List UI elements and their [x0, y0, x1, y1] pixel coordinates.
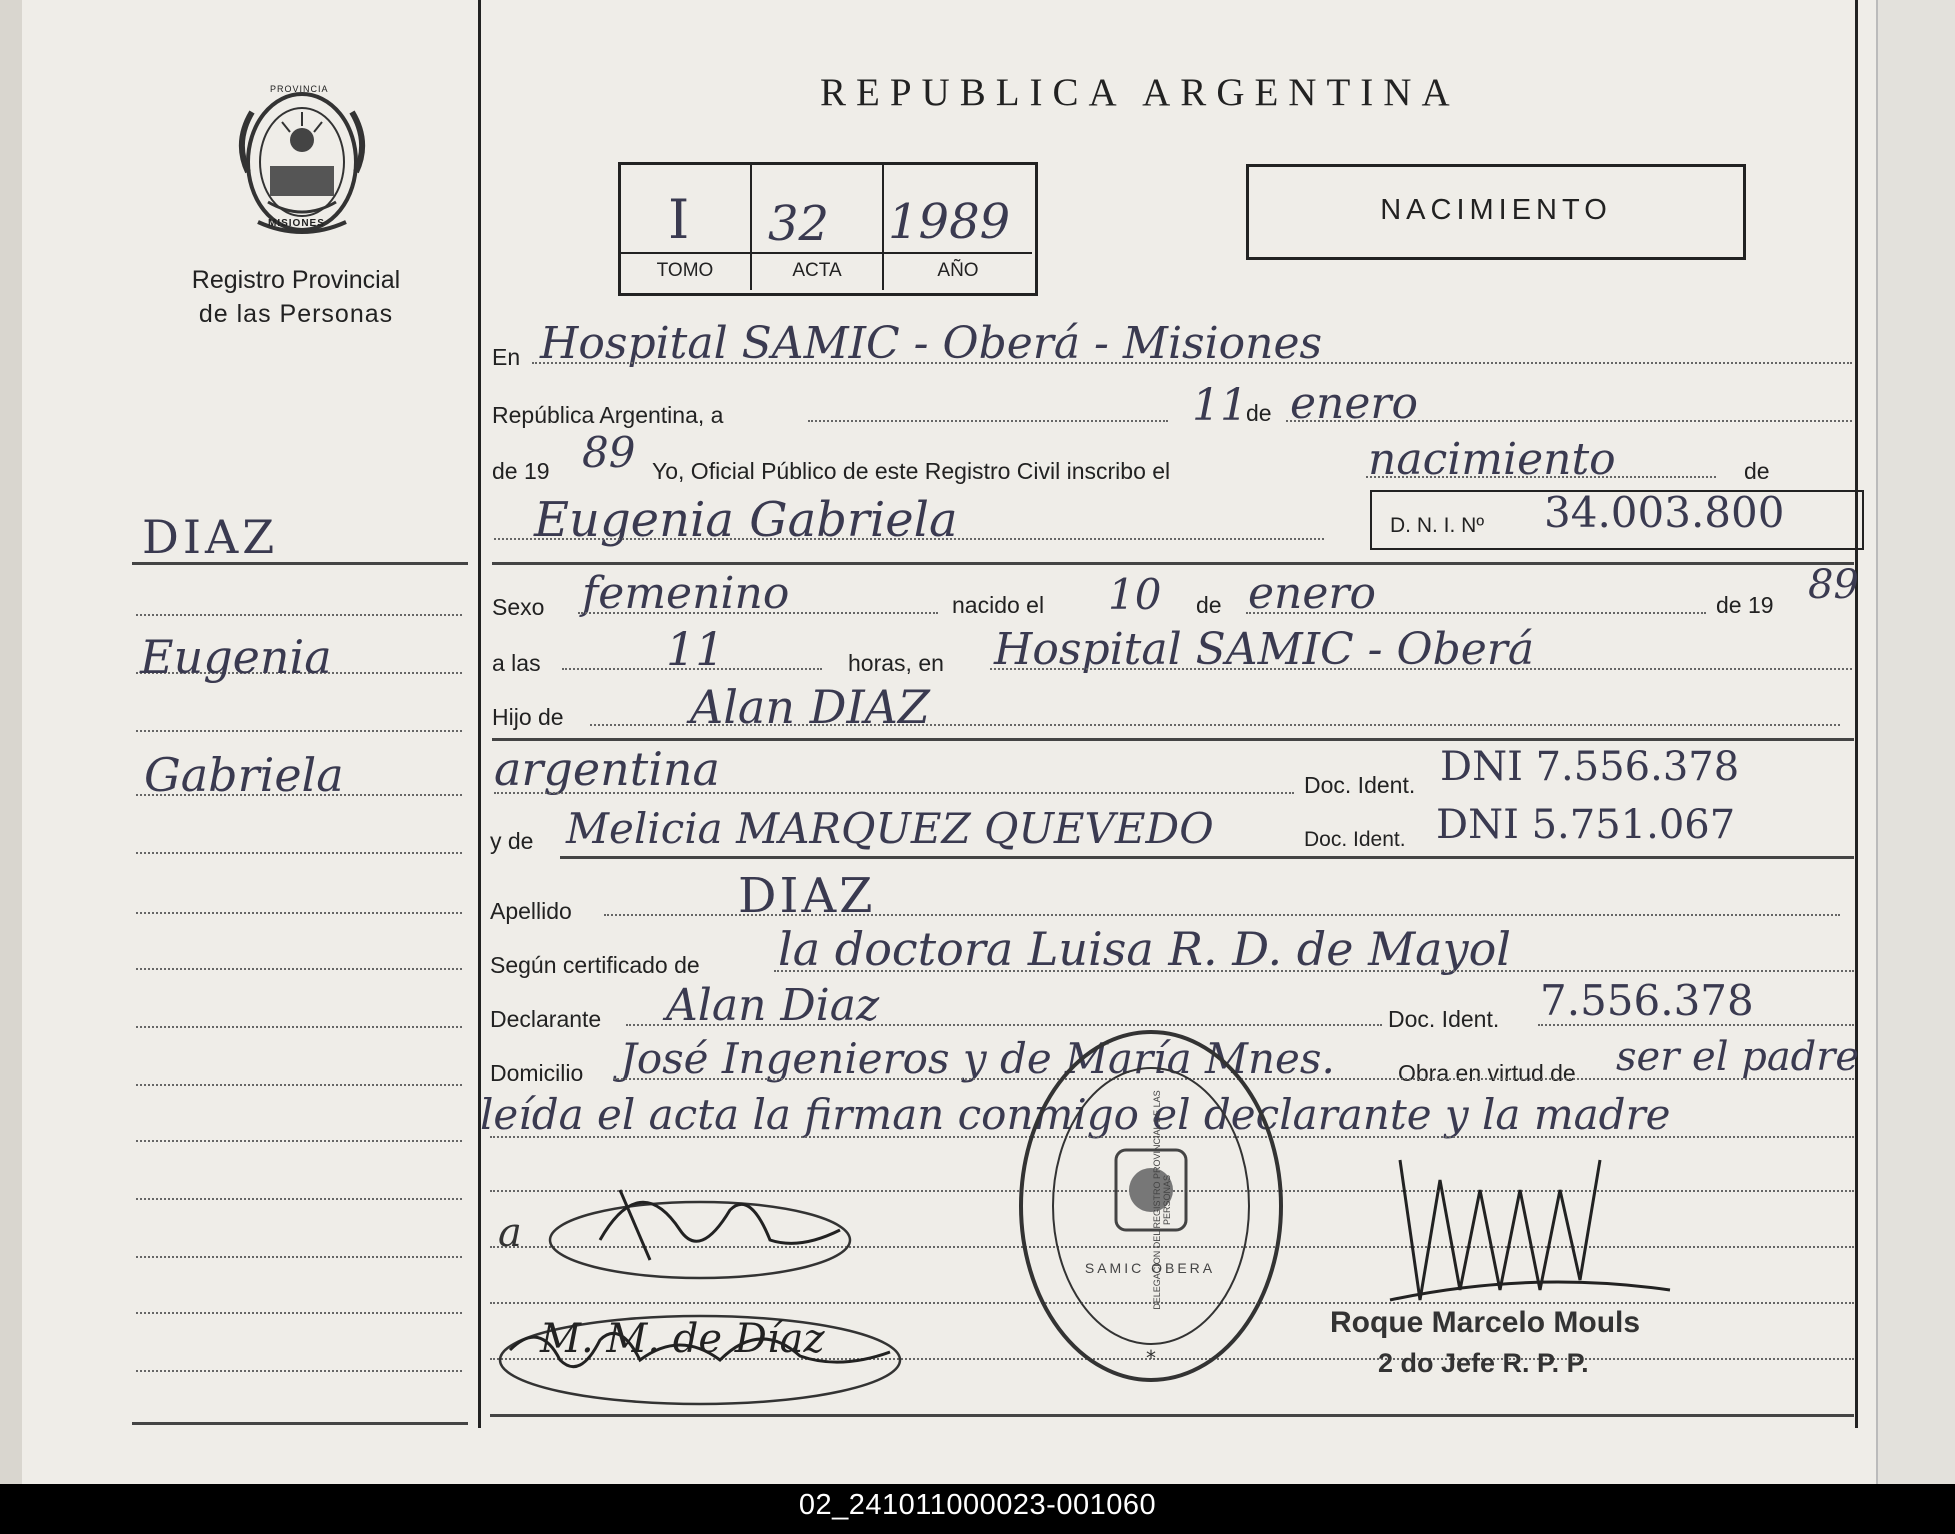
left-rule	[136, 852, 462, 854]
image-caption: 02_241011000023-001060	[798, 1489, 1157, 1521]
lugar-underline	[990, 668, 1852, 670]
nac-underline	[494, 792, 1294, 794]
sexo-value: femenino	[582, 568, 790, 619]
sexo-label: Sexo	[492, 594, 545, 620]
anio-value: 89	[582, 428, 636, 477]
declarante-value: Alan Diaz	[666, 980, 880, 1031]
svg-text:a: a	[498, 1210, 522, 1256]
official-signature-icon	[1380, 1150, 1680, 1330]
nombre-underline	[494, 538, 1324, 540]
tomo-label: TOMO	[656, 260, 714, 281]
republica-label: República Argentina, a	[492, 402, 724, 428]
madre-value: Melicia MARQUEZ QUEVEDO	[566, 804, 1214, 853]
left-second-name: Gabriela	[144, 748, 344, 802]
section-rule	[492, 738, 1854, 741]
left-rule	[136, 912, 462, 914]
lugar-value: Hospital SAMIC - Oberá	[994, 624, 1535, 675]
apellido-value: DIAZ	[738, 868, 876, 924]
official-name: Roque Marcelo Mouls	[1330, 1306, 1641, 1339]
stamp-text: DELEGACION DEL REGISTRO PROVINCIAL DE LAS PERSONAS	[1152, 1090, 1172, 1310]
left-first-name: Eugenia	[140, 630, 332, 684]
row3-underline	[1366, 476, 1716, 478]
alas-underline	[562, 668, 822, 670]
page-title: REPUBLICA ARGENTINA	[820, 71, 1460, 114]
official-title: 2 do Jefe R. P. P.	[1378, 1348, 1589, 1378]
column-divider	[478, 0, 481, 1428]
de-label: de	[1246, 400, 1272, 426]
left-rule	[136, 1256, 462, 1258]
obra-label: Obra en virtud de	[1398, 1060, 1576, 1086]
apellido-underline	[604, 914, 1840, 916]
seal-bottom-text: MISIONES	[268, 218, 325, 229]
domicilio-value: José Ingenieros y de María Mnes.	[620, 1034, 1335, 1083]
left-rule	[136, 968, 462, 970]
left-rule	[136, 1198, 462, 1200]
segun-value: la doctora Luisa R. D. de Mayol	[778, 922, 1511, 976]
left-rule	[136, 1370, 462, 1372]
nacido-label: nacido el	[952, 592, 1045, 618]
nacido-dia: 10	[1108, 570, 1162, 619]
section-rule	[560, 856, 1854, 859]
left-rule	[132, 1422, 468, 1425]
padre-doc-value: DNI 7.556.378	[1440, 744, 1740, 790]
yo-label: Yo, Oficial Público de este Registro Civil inscribo el	[652, 458, 1171, 484]
seal-top-text: PROVINCIA	[270, 84, 329, 94]
republica-underline	[808, 420, 1168, 422]
hijo-underline	[590, 724, 1840, 726]
dia-value: 11	[1192, 380, 1248, 431]
record-box-baseline	[620, 252, 1032, 254]
section-rule	[492, 562, 1854, 565]
horas-en-label: horas, en	[848, 650, 944, 676]
left-rule	[136, 1312, 462, 1314]
declarante-doc-underline	[1538, 1024, 1854, 1026]
padre-nacionalidad: argentina	[494, 742, 720, 796]
registry-name-line2: de las Personas	[198, 300, 394, 328]
left-rule	[136, 730, 462, 732]
padre-docident-label: Doc. Ident.	[1304, 772, 1416, 798]
en-value: Hospital SAMIC - Oberá - Misiones	[540, 318, 1323, 369]
madre-docident-label: Doc. Ident.	[1304, 828, 1406, 851]
de-label-2: de	[1744, 458, 1770, 484]
nacido-anio: 89	[1808, 562, 1859, 608]
leida-value: leída el acta la firman conmigo el declarante y la madre	[480, 1090, 1671, 1139]
declarante-label: Declarante	[490, 1006, 602, 1032]
acta-value: 32	[768, 196, 830, 252]
province-seal-icon	[228, 82, 376, 240]
declarante-doc-value: 7.556.378	[1540, 976, 1754, 1025]
domicilio-label: Domicilio	[490, 1060, 584, 1086]
left-rule	[136, 1084, 462, 1086]
nacido-de-label: de	[1196, 592, 1222, 618]
ano-label: AÑO	[937, 260, 979, 281]
tomo-value: I	[668, 188, 690, 251]
mes-underline	[1286, 420, 1852, 422]
left-rule	[136, 1026, 462, 1028]
nacido-underline	[1246, 612, 1706, 614]
page-left-edge	[0, 0, 22, 1484]
segun-label: Según certificado de	[490, 952, 700, 978]
page-right-edge	[1876, 0, 1955, 1484]
nombre-value: Eugenia Gabriela	[534, 492, 958, 548]
horas-value: 11	[666, 622, 725, 676]
nacido-de19-label: de 19	[1716, 592, 1774, 618]
record-type-label: NACIMIENTO	[1380, 194, 1612, 226]
segun-underline	[774, 970, 1854, 972]
dni-label: D. N. I. Nº	[1390, 514, 1485, 537]
stamp-inner-text: SAMIC OBERA	[1084, 1260, 1216, 1276]
declarante-docident-label: Doc. Ident.	[1388, 1006, 1500, 1032]
official-stamp-icon	[1008, 1020, 1294, 1392]
de19-label: de 19	[492, 458, 550, 484]
left-surname: DIAZ	[142, 510, 279, 564]
padre-value: Alan DIAZ	[690, 680, 930, 734]
en-label: En	[492, 344, 521, 370]
ano-value: 1989	[888, 194, 1011, 250]
left-rule	[136, 614, 462, 616]
hijo-label: Hijo de	[492, 704, 564, 730]
acta-label: ACTA	[792, 260, 842, 281]
svg-text:*: *	[1146, 1346, 1156, 1370]
inscribo-value: nacimiento	[1368, 434, 1616, 485]
obra-value: ser el padre	[1616, 1034, 1860, 1080]
en-underline	[532, 362, 1852, 364]
sig2-text: M. M. de Díaz	[540, 1316, 825, 1362]
nacido-mes: enero	[1248, 568, 1376, 619]
form-right-border	[1855, 0, 1858, 1428]
yde-label: y de	[490, 828, 534, 854]
madre-doc-value: DNI 5.751.067	[1436, 802, 1736, 848]
left-rule	[136, 1140, 462, 1142]
apellido-label: Apellido	[490, 898, 572, 924]
dni-value: 34.003.800	[1544, 488, 1785, 537]
mes-value: enero	[1290, 378, 1418, 429]
sexo-underline	[578, 612, 938, 614]
alas-label: a las	[492, 650, 541, 676]
registry-name-line1: Registro Provincial	[191, 266, 401, 294]
